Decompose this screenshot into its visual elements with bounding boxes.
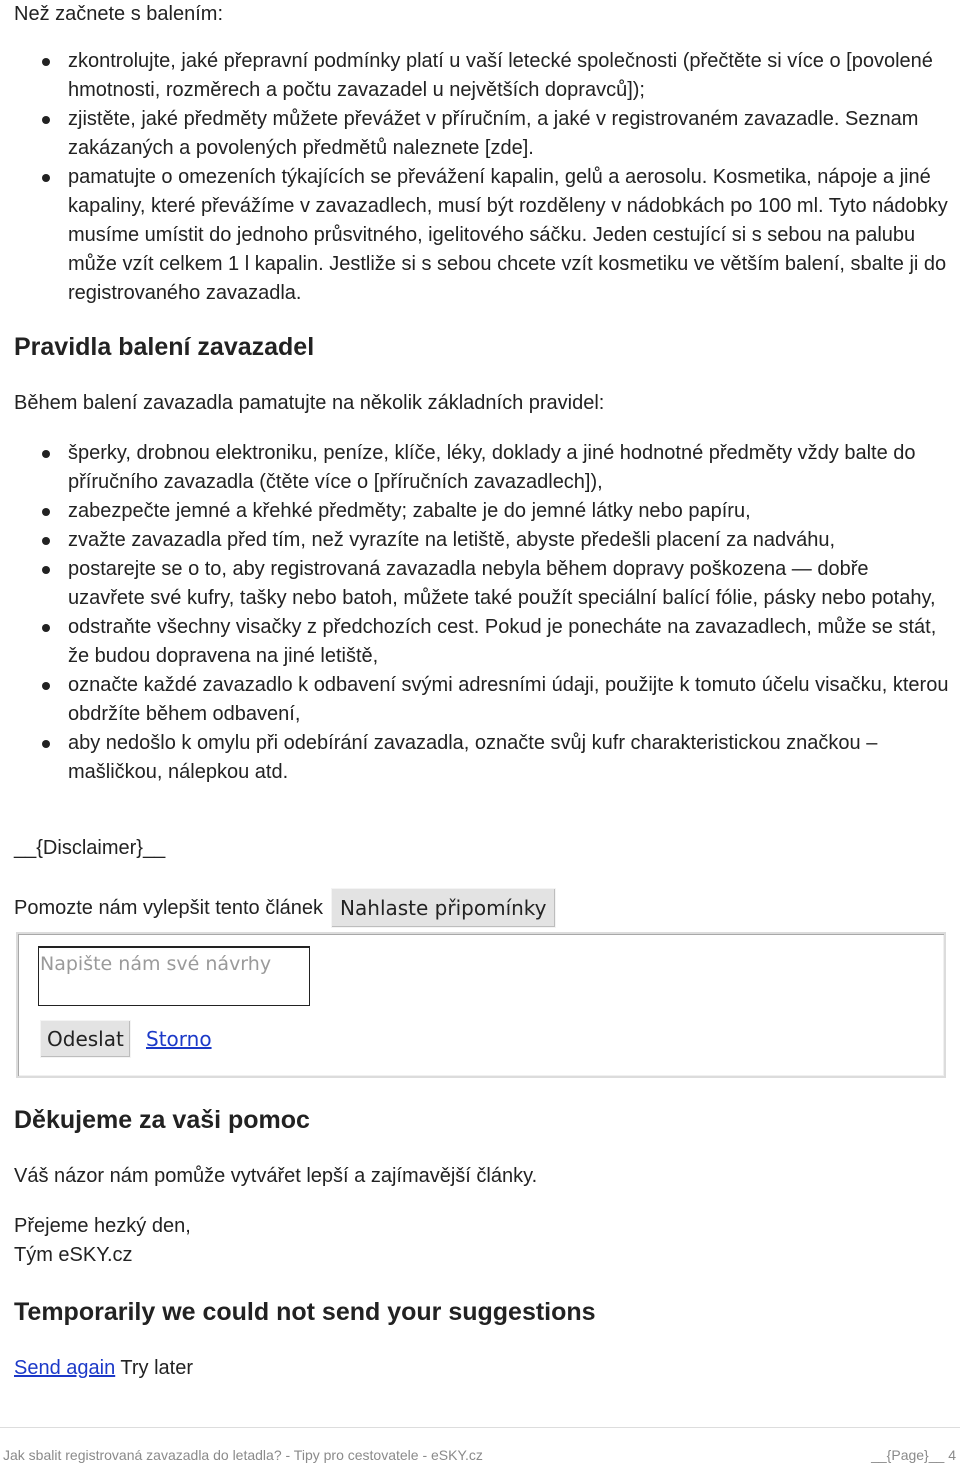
bullet-icon bbox=[42, 508, 50, 516]
feedback-row bbox=[14, 888, 556, 928]
list-item: aby nedošlo k omylu při odebírání zavazadla, označte svůj kufr charakteristickou značkou – mašličkou, nálepkou atd. bbox=[14, 729, 950, 787]
try-later-text: Try later bbox=[120, 1357, 194, 1379]
bullet-icon bbox=[42, 58, 50, 66]
footer-divider bbox=[0, 1427, 960, 1428]
report-feedback-button[interactable]: Nahlaste připomínky bbox=[331, 888, 555, 928]
list-item: zabezpečte jemné a křehké předměty; zabalte je do jemné látky nebo papíru, bbox=[14, 497, 950, 526]
pre-packing-list bbox=[14, 47, 950, 308]
feedback-form bbox=[16, 932, 946, 1078]
footer-title: Jak sbalit registrovaná zavazadla do letadla? - Tipy pro cestovatele - eSKY.cz bbox=[3, 1447, 483, 1463]
list-item: označte každé zavazadlo k odbavení svými adresními údaji, použijte k tomuto účelu visačku, kterou obdržíte během odbavení, bbox=[14, 671, 950, 729]
intro-text: Než začnete s balením: bbox=[14, 3, 223, 25]
suggestions-textarea[interactable]: Napište nám své návrhy bbox=[38, 946, 310, 1006]
thanks-heading: Děkujeme za vaši pomoc bbox=[14, 1106, 310, 1134]
list-item: postarejte se o to, aby registrovaná zavazadla nebyla během dopravy poškozena — dobře uzavřete své kufry, tašky nebo batoh, můžete také použít speciální balící fólie, pásky nebo potahy, bbox=[14, 555, 950, 613]
feedback-prompt: Pomozte nám vylepšit tento článek bbox=[14, 896, 324, 919]
bullet-icon bbox=[42, 450, 50, 458]
list-item: zvažte zavazadla před tím, než vyrazíte na letiště, abyste předešli placení za nadváhu, bbox=[14, 526, 950, 555]
bullet-icon bbox=[42, 682, 50, 690]
bullet-icon bbox=[42, 116, 50, 124]
list-item: pamatujte o omezeních týkajících se převážení kapalin, gelů a aerosolu. Kosmetika, nápoje a jiné kapaliny, které převážíme v zavazadlech, musí být rozděleny v nádobkách po 100 ml. Tyto nádobky musíme umístit do jednoho průsvitného, igelitového sáčku. Jeden cestující si s sebou na palubu může vzít celkem 1 l kapalin. Jestliže si s sebou chcete vzít kosmetiku ve větším balení, sbalte ji do registrovaného zavazadla. bbox=[14, 163, 950, 308]
bullet-icon bbox=[42, 624, 50, 632]
rules-intro: Během balení zavazadla pamatujte na několik základních pravidel: bbox=[14, 392, 605, 414]
page-number: 4 bbox=[948, 1447, 956, 1463]
bullet-icon bbox=[42, 740, 50, 748]
packing-rules-list bbox=[14, 439, 950, 787]
retry-row bbox=[14, 1354, 193, 1383]
send-button[interactable]: Odeslat bbox=[40, 1020, 131, 1058]
list-item: odstraňte všechny visačky z předchozích cest. Pokud je ponecháte na zavazadlech, může se stát, že budou dopravena na jiné letiště, bbox=[14, 613, 950, 671]
bullet-icon bbox=[42, 537, 50, 545]
wish-text: Přejeme hezký den, bbox=[14, 1215, 191, 1237]
rules-heading: Pravidla balení zavazadel bbox=[14, 333, 315, 361]
list-item: šperky, drobnou elektroniku, peníze, klíče, léky, doklady a jiné hodnotné předměty vždy balte do příručního zavazadla (čtěte více o [příručních zavazadlech]), bbox=[14, 439, 950, 497]
page-label: __{Page}__ bbox=[871, 1447, 945, 1463]
cancel-link[interactable]: Storno bbox=[146, 1027, 212, 1051]
bullet-icon bbox=[42, 566, 50, 574]
disclaimer: __{Disclaimer}__ bbox=[14, 837, 166, 859]
list-item: zjistěte, jaké předměty můžete převážet v příručním, a jaké v registrovaném zavazadle. Seznam zakázaných a povolených předmětů naleznete [zde]. bbox=[14, 105, 950, 163]
team-signature: Tým eSKY.cz bbox=[14, 1244, 133, 1266]
bullet-icon bbox=[42, 174, 50, 182]
list-item: zkontrolujte, jaké přepravní podmínky platí u vaší letecké společnosti (přečtěte si více o [povolené hmotnosti, rozměrech a počtu zavazadel u největších dopravců]); bbox=[14, 47, 950, 105]
thanks-text: Váš názor nám pomůže vytvářet lepší a zajímavější články. bbox=[14, 1165, 538, 1187]
send-again-link[interactable]: Send again bbox=[14, 1357, 116, 1379]
footer-page bbox=[871, 1446, 956, 1464]
error-heading: Temporarily we could not send your suggestions bbox=[14, 1298, 596, 1326]
